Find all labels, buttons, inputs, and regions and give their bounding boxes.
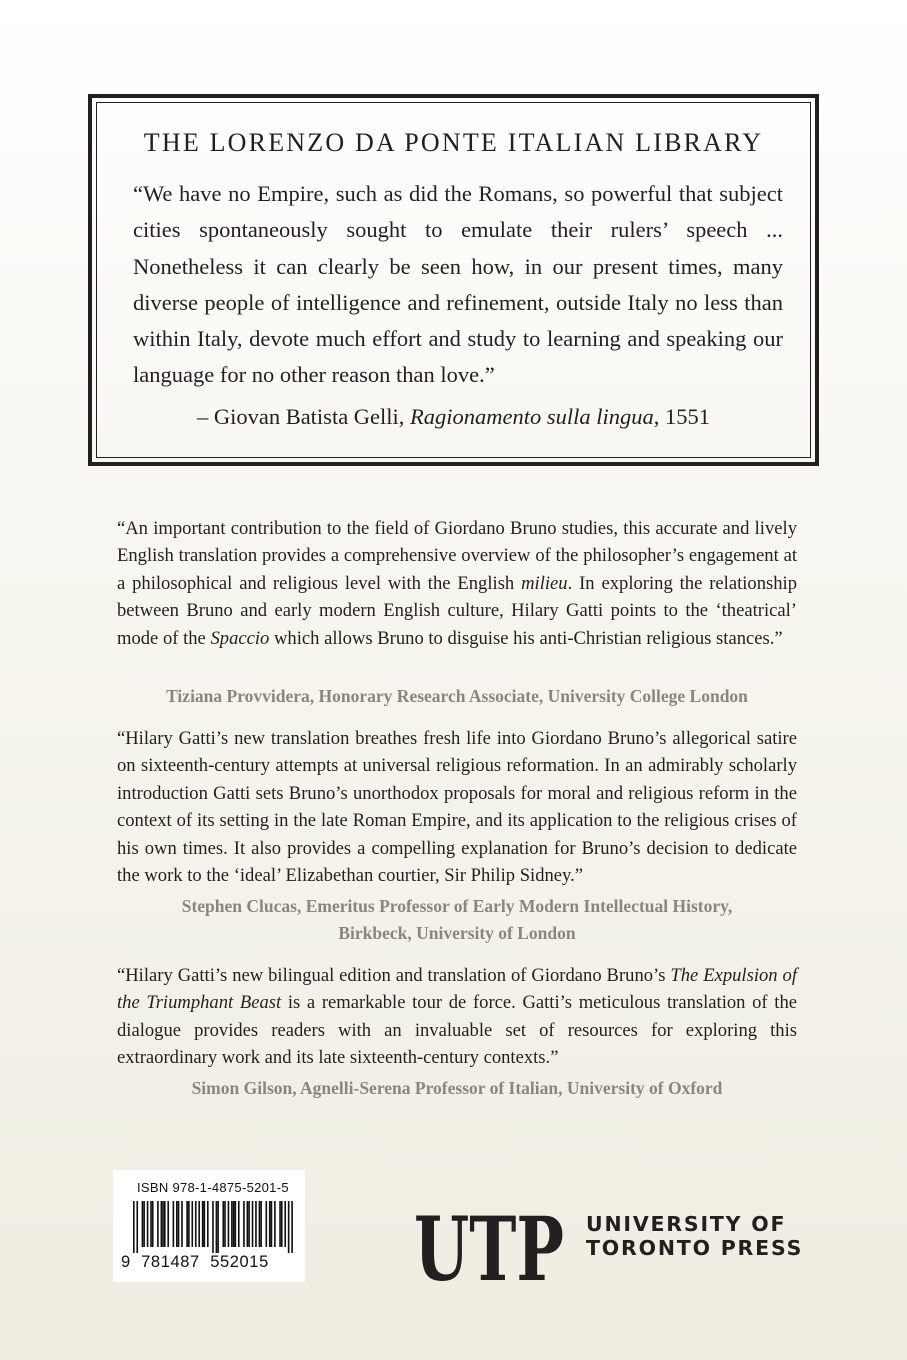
barcode-bar [228, 1201, 230, 1247]
reviewer-1: Tiziana Provvidera, Honorary Research Associate, University College London [166, 686, 748, 706]
barcode-bar [161, 1201, 163, 1247]
series-title: THE LORENZO DA PONTE ITALIAN LIBRARY [143, 128, 764, 157]
barcode-digits [121, 1253, 301, 1272]
barcode-bar [178, 1201, 180, 1247]
barcode-bar [216, 1201, 218, 1253]
barcode-bar [143, 1201, 145, 1247]
barcode-digits-left: 781487 [141, 1253, 200, 1271]
barcode-bar [235, 1201, 237, 1247]
barcode-bar [142, 1201, 144, 1247]
barcode-bar [243, 1201, 245, 1247]
barcode-bar [204, 1201, 206, 1247]
review-3-text-b: is a remarkable tour de force. Gatti’s meticulous translation of the dialogue provides readers with an invaluable set of resources for exploring this extraordinary work and its late sixteenth-century contexts.” [117, 992, 798, 1069]
barcode-bar [198, 1201, 200, 1247]
barcode-bar [147, 1201, 149, 1247]
barcode-bar [231, 1201, 233, 1247]
epigraph-attribution [0, 401, 907, 433]
barcode-bar [150, 1201, 152, 1247]
barcode-bar [252, 1201, 254, 1247]
isbn-label: ISBN 978-1-4875-5201-5 [137, 1180, 289, 1195]
utp-logo-mark [414, 1197, 566, 1301]
epigraph-attribution-year: , 1551 [653, 404, 711, 429]
barcode-bar [284, 1201, 286, 1247]
review-quote-3 [117, 962, 797, 1072]
barcode-bar [176, 1201, 178, 1247]
review-1-italic-milieu: milieu [521, 572, 568, 594]
barcode-bar [186, 1201, 188, 1247]
reviewer-3: Simon Gilson, Agnelli-Serena Professor of Italian, University of Oxford [191, 1078, 723, 1098]
review-quote-1 [117, 515, 797, 652]
barcode-bar [164, 1201, 166, 1247]
barcode-digit-lead: 9 [121, 1253, 131, 1271]
barcode-bar [269, 1201, 271, 1247]
review-1-text-a: “An important contribution to the field of Giordano Bruno studies, this accurate and lively English translation provides a comprehensive overview of the philosopher’s engagement at a philosophical and religious level with the English [117, 518, 797, 594]
review-quote-2: “Hilary Gatti’s new translation breathes fresh life into Giordano Bruno’s allegorical satire on sixteenth-century attempts at universal religious reformation. In an admirably scholarly introduction Gatti sets Bruno’s unorthodox proposals for moral and religious reform in the context of its setting in the late Roman Empire, and its application to the religious crises of his own times. It also provides a compelling explanation for Bruno’s decision to dedicate the work to the ‘ideal’ Elizabethan courtier, Sir Philip Sidney.” [117, 728, 797, 887]
publisher-name [586, 1212, 803, 1260]
barcode-bars [133, 1201, 293, 1253]
barcode-bar [248, 1201, 250, 1247]
barcode-bar [224, 1201, 226, 1247]
barcode-bar [217, 1201, 219, 1253]
barcode-bar [271, 1201, 273, 1247]
barcode-bar [152, 1201, 154, 1247]
barcode-bar [191, 1201, 193, 1247]
barcode-bar [157, 1201, 159, 1247]
review-3-italic-title: The Expulsion of the Triumphant Beast [117, 965, 797, 1014]
barcode-bar [188, 1201, 190, 1247]
review-3-text-a: “Hilary Gatti’s new bilingual edition and translation of Giordano Bruno’s [117, 965, 671, 986]
barcode-bar [136, 1201, 138, 1253]
barcode-bar [238, 1201, 240, 1247]
barcode-bar [274, 1201, 276, 1247]
review-1-italic-spaccio: Spaccio [210, 627, 270, 649]
barcode-bar [167, 1201, 169, 1247]
epigraph-quote: “We have no Empire, such as did the Romans, so powerful that subject cities spontaneously sought to emulate their rulers’ speech ... Nonetheless it can clearly be seen how, in our present times, many diverse people of intelligence and refinement, outside Italy no less than within Italy, devote much effort and study to learning and speaking our language for no other reason than love.” [133, 181, 783, 388]
barcode-bar [181, 1201, 183, 1247]
review-1-text-b: . In exploring the relationship between Bruno and early modern English culture, Hilary Gatti points to the ‘theatrical’ mode of the [117, 572, 798, 649]
reviewer-2 [110, 893, 804, 947]
barcode-bar [207, 1201, 209, 1247]
publisher-name-line-2: TORONTO PRESS [586, 1236, 804, 1260]
barcode-bar [259, 1201, 261, 1247]
review-1-text-c: which allows Bruno to disguise his anti-Christian religious stances.” [269, 627, 783, 649]
barcode-bar [288, 1201, 290, 1253]
reviewer-2-line-2: Birkbeck, University of London [338, 923, 576, 943]
barcode-bar [291, 1201, 293, 1253]
barcode-bar [247, 1201, 249, 1247]
barcode-bar [212, 1201, 214, 1253]
barcode-bar [202, 1201, 204, 1247]
epigraph-work-title: Ragionamento sulla lingua [410, 404, 654, 429]
barcode-digits-right: 552015 [210, 1253, 269, 1271]
barcode-bar [233, 1201, 235, 1247]
barcode-bar [255, 1201, 257, 1247]
barcode-bar [173, 1201, 175, 1247]
barcode-bar [195, 1201, 197, 1247]
barcode-bar [222, 1201, 224, 1247]
isbn-barcode [113, 1170, 305, 1282]
utp-logo-letters: UTP [414, 1197, 564, 1301]
reviewer-2-line-1: Stephen Clucas, Emeritus Professor of Early Modern Intellectual History, [181, 896, 733, 916]
epigraph-attribution-prefix: – Giovan Batista Gelli, [196, 404, 411, 429]
barcode-bar [281, 1201, 283, 1247]
barcode-bar [260, 1201, 262, 1247]
barcode-bar [279, 1201, 281, 1247]
barcode-bar [162, 1201, 164, 1247]
barcode-bar [133, 1201, 135, 1253]
barcode-bar [265, 1201, 267, 1247]
publisher-name-line-1: UNIVERSITY OF [586, 1212, 787, 1236]
